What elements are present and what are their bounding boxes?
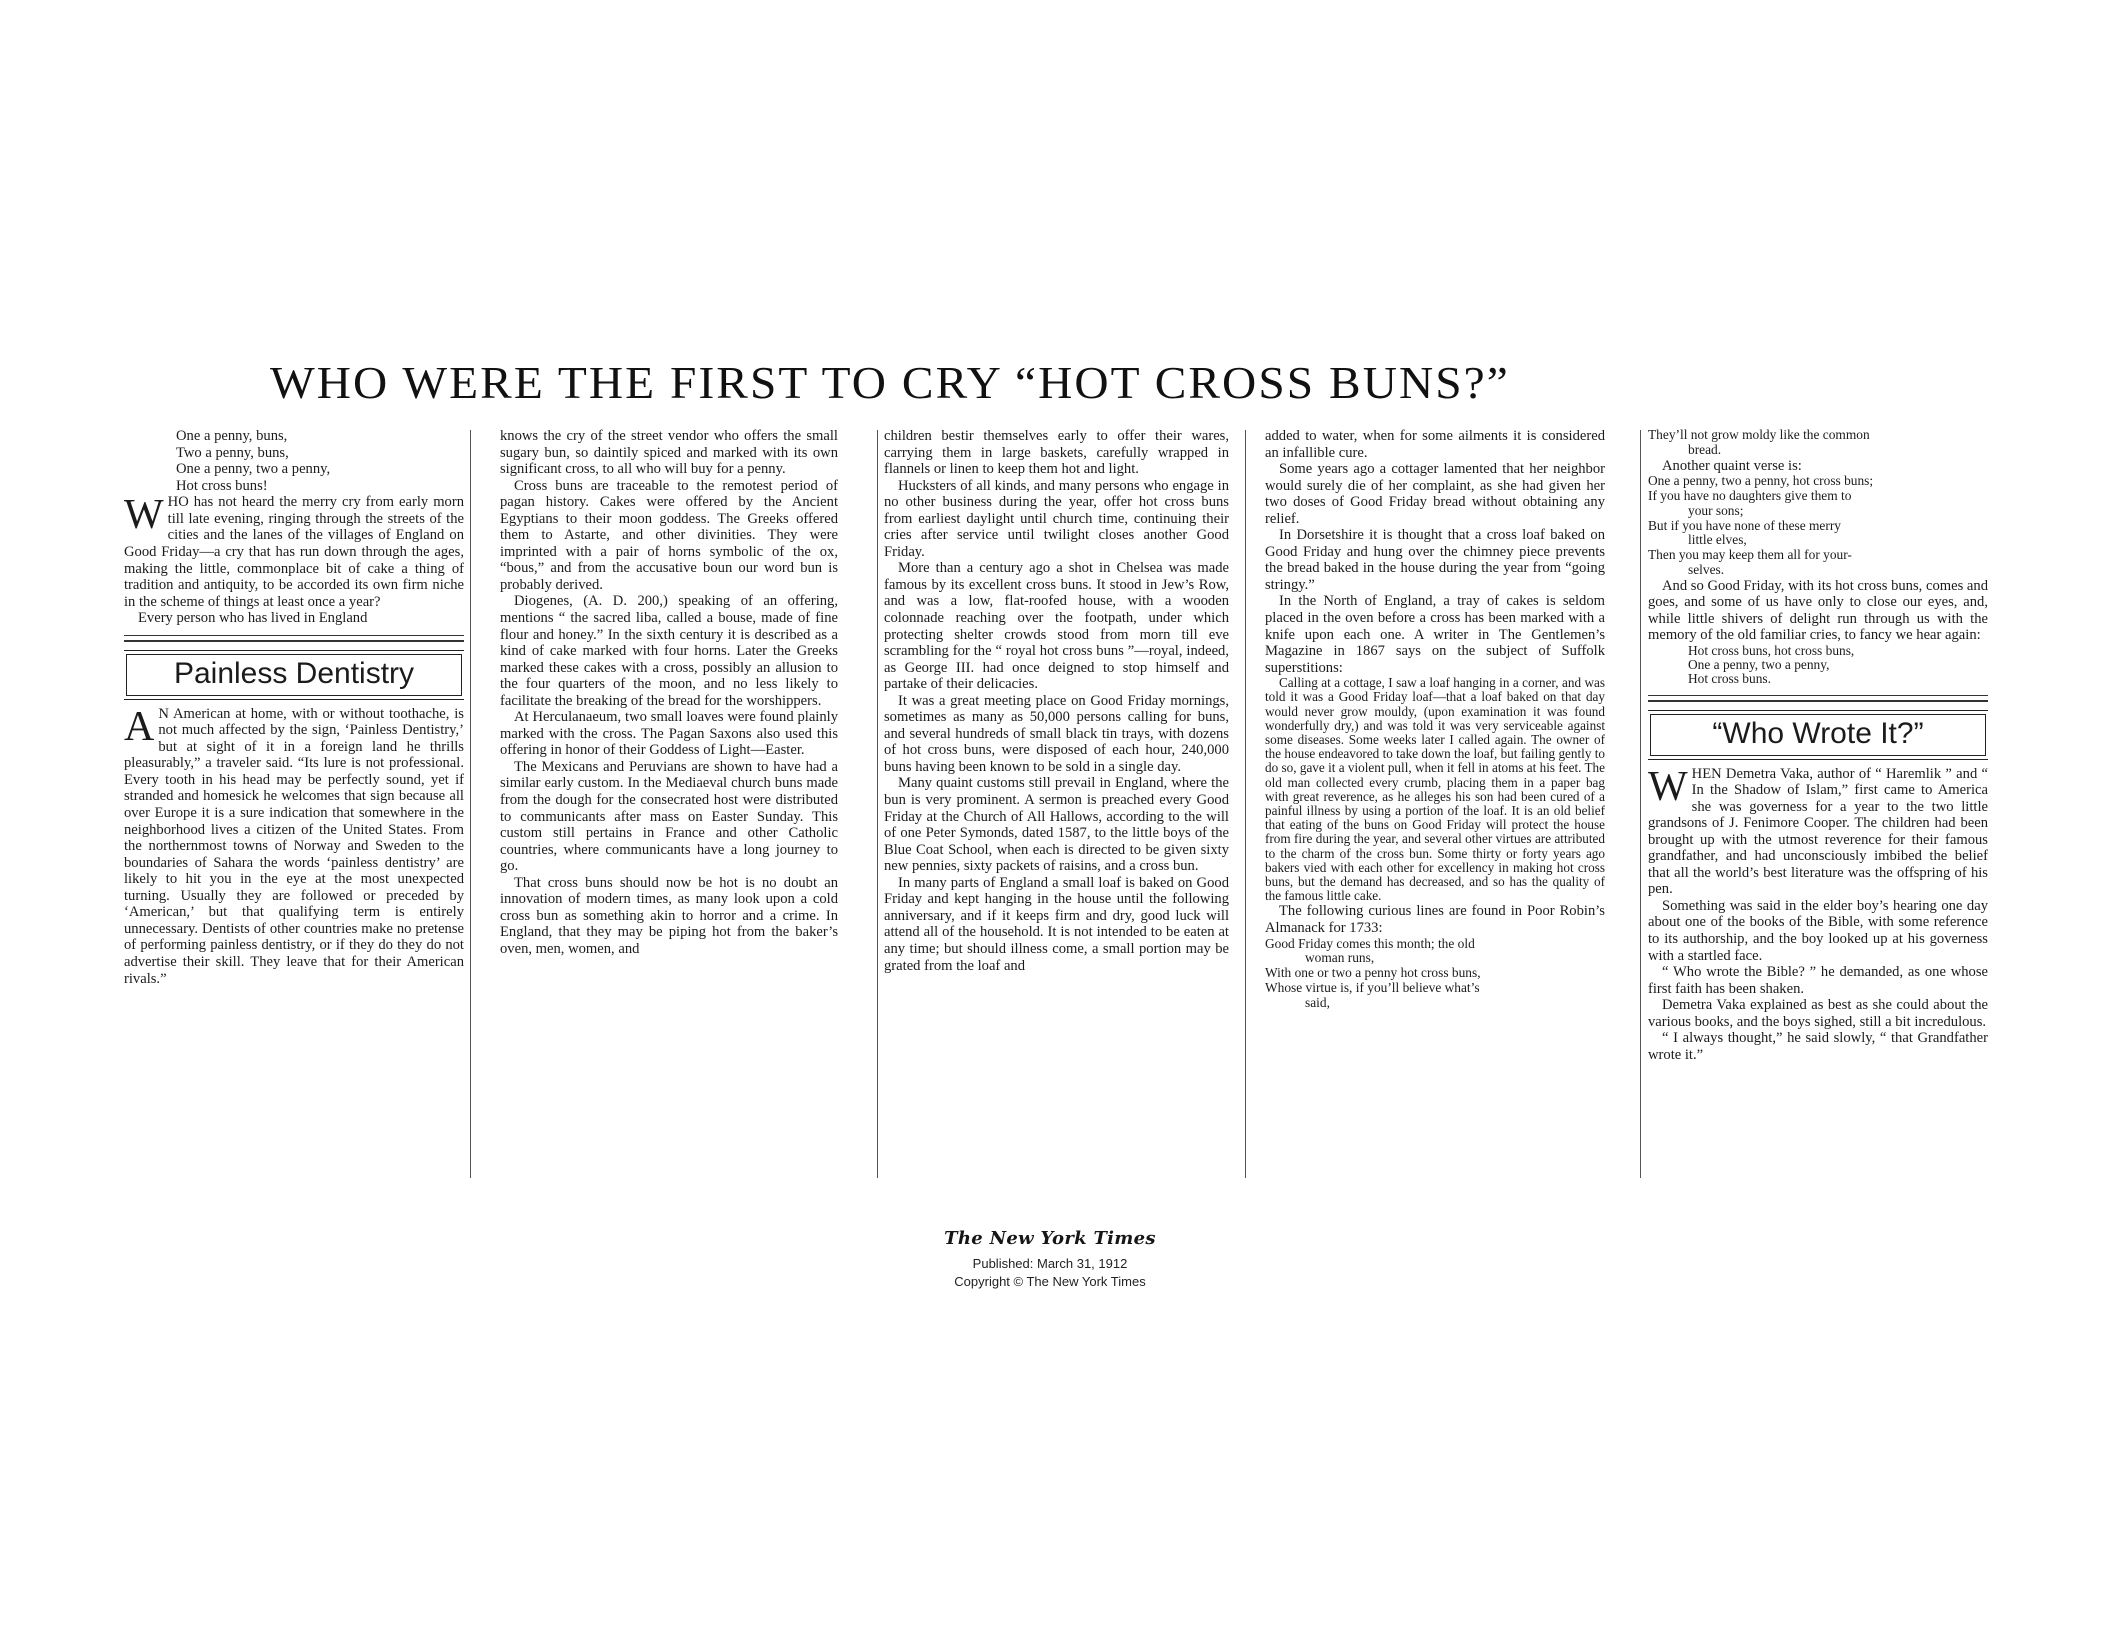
paragraph: In many parts of England a small loaf is baked on Good Friday and kept hanging in the house until the following anniversary, and if it keeps firm and dry, good luck will attend all of the household. It is not intended to be eaten at any time; but should illness come, a small portion may be grated from the loaf and [884,874,1229,974]
verse-line: Good Friday comes this month; the old [1265,935,1475,951]
paragraph: Hucksters of all kinds, and many persons who engage in no other business during the year, offer hot cross buns from earliest daylight until church time, continuing their cries after service until twilight closes another Good Friday. [884,477,1229,560]
verse-line: Hot cross buns! [176,477,268,494]
verse-line: Hot cross buns, hot cross buns, [1688,642,1855,658]
article-column-3 [884,428,1229,1180]
paragraph: Cross buns are traceable to the remotest period of pagan history. Cakes were offered by the Ancient Egyptians to their moon goddess. The Greeks offered them to Astarte, and other divinities. They were imprinted with a pair of horns symbolic of the ox, “bous,” and from the accusative boun our word bun is probably derived. [500,477,838,593]
divider [1648,695,1988,696]
column-rule [470,430,471,1178]
almanack-verse [1265,937,1605,1011]
verse-line: One a penny, two a penny, hot cross buns; [1648,473,1874,489]
copyright-notice: Copyright © The New York Times [954,1274,1146,1289]
column-rule [877,430,878,1178]
paragraph: HEN Demetra Vaka, author of “ Haremlik ” and “ In the Shadow of Islam,” first came to America she was governess for a year to the two little grandsons of J. Fenimore Cooper. The children had been brought up with the utmost reverence for their famous grandfather, and had unconsciously imbibed the belief that all the world’s best literature was the offspring of his pen. [1648,765,1988,898]
paragraph: In the North of England, a tray of cakes is seldom placed in the oven before a cross has been marked with a knife upon each one. A writer in The Gentlemen’s Magazine in 1867 says on the subject of Suffolk superstitions: [1265,593,1605,676]
verse-line: One a penny, two a penny, [176,461,331,478]
verse-line: Hot cross buns. [1688,671,1771,687]
paragraph: The following curious lines are found in Poor Robin’s Almanack for 1733: [1265,903,1605,936]
drop-cap: W [1648,763,1688,810]
paragraph: N American at home, with or without toothache, is not much affected by the sign, ‘Painless Dentistry,’ but at sight of it in a foreign land he thrills pleasurably,” a traveler said. “Its lure is not professional. Every tooth in his head may be perfectly sound, yet if stranded and homesick he welcomes that sign because all over Europe it is a sure indication that somewhere in the neighborhood lives a citizen of the United States. From the northernmost towns of Norway and Sweden to the boundaries of Sahara the words ‘painless dentistry’ are likely to hit you in the eye at the most unexpected turning. Usually they are followed or preceded by ‘American,’ but that qualifying term is entirely unnecessary. Dentists of other countries make no pretense of performing painless dentistry, or if they do they do not advertise their skill. They leave that for their American rivals.” [124,705,464,987]
verse-line: your sons; [1688,502,1744,518]
verse-line: One a penny, buns, [176,428,288,444]
article-column-4 [1265,428,1605,1180]
verse-continued [1648,428,1988,458]
drop-cap: W [124,492,164,539]
paragraph: added to water, when for some ailments it is considered an infallible cure. [1265,428,1605,461]
article-column-1 [124,428,464,1180]
verse-line: said, [1305,994,1330,1010]
paragraph: It was a great meeting place on Good Friday mornings, sometimes as many as 50,000 persons calling for buns, and several hundreds of small black tin trays, with dozens of hot cross buns, were disposed of each hour, 240,000 buns having been known to be sold in a single day. [884,692,1229,775]
who-wrote-it-title: “Who Wrote It?” [1650,714,1986,756]
paragraph: Something was said in the elder boy’s hearing one day about one of the books of the Bible, with some reference to its authorship, and the boy looked up at his governess with a startled face. [1648,897,1988,964]
column-rule [1245,430,1246,1178]
paragraph: “ I always thought,” he said slowly, “ that Grandfather wrote it.” [1648,1030,1988,1063]
paragraph: And so Good Friday, with its hot cross buns, comes and goes, and some of us have only to close our eyes, and, while little shivers of delight run through us with the memory of the old familiar cries, to fancy we hear again: [1648,577,1988,644]
paragraph: Some years ago a cottager lamented that her neighbor would surely die of her complaint, as she had given her two doses of Good Friday bread without obtaining any relief. [1265,461,1605,527]
drop-cap: A [124,703,155,750]
paragraph: children bestir themselves early to offer their wares, carrying them in large baskets, carefully wrapped in flannels or linen to keep them hot and light. [884,428,1229,478]
paragraph: HO has not heard the merry cry from early morn till late evening, ringing through the streets of the cities and the lanes of the villages of England on Good Friday—a cry that has run down through the ages, making the little, commonplace bit of cake a thing of tradition and antiquity, to be accorded its own firm niche in the scheme of things at least once a year? [124,494,464,610]
opening-verse [124,428,464,494]
verse-line: woman runs, [1305,950,1375,966]
verse-line: But if you have none of these merry [1648,517,1841,533]
headline: WHO WERE THE FIRST TO CRY “HOT CROSS BUNS?” [270,357,1510,408]
paragraph: In Dorsetshire it is thought that a cross loaf baked on Good Friday and hung over the chimney piece prevents the bread baked in the house during the year from “going stringy.” [1265,527,1605,593]
paragraph: Many quaint customs still prevail in England, where the bun is very prominent. A sermon is preached every Good Friday at the Church of All Hallows, according to the will of one Peter Symonds, dated 1587, to the little boys of the Blue Coat School, when each is directed to be given sixty new pennies, sixty packets of raisins, and a cross bun. [884,775,1229,875]
paragraph: The Mexicans and Peruvians are shown to have had a similar early custom. In the Mediaeval church buns made from the dough for the consecrated host were distributed to communicants after mass on Easter Sunday. This custom still pertains in France and other Catholic countries, where communicants have a long journey to go. [500,758,838,875]
painless-dentistry-title: Painless Dentistry [126,654,462,696]
paragraph: Demetra Vaka explained as best as she could about the various books, and the boys sighed, still a bit incredulous. [1648,997,1988,1030]
paragraph: More than a century ago a shot in Chelsea was made famous by its excellent cross buns. It stood in Jew’s Row, and was a low, flat-roofed house, with a wooden colonnade reaching over the footpath, under which protecting shelter crowds stood from morn till eve scrambling for the “ royal hot cross buns ”—royal, indeed, as George III. had once deigned to stop himself and partake of their delicacies. [884,560,1229,693]
paragraph: Every person who has lived in England [138,610,368,627]
quaint-verse [1648,474,1988,578]
verse-line: Then you may keep them all for your- [1648,547,1852,563]
paragraph: That cross buns should now be hot is no doubt an innovation of modern times, as many look upon a cold cross bun as something akin to horror and a crime. In England, that they may be piping hot from the baker’s oven, men, women, and [500,874,838,957]
paragraph: knows the cry of the street vendor who offers the small sugary bun, so daintily spiced and marked with its own significant cross, to all who will buy for a penny. [500,428,838,478]
paragraph: Diogenes, (A. D. 200,) speaking of an offering, mentions “ the sacred liba, called a bouse, made of fine flour and honey.” In the sixth century it is described as a kind of cake marked with four horns. Later the Greeks marked these cakes with a cross, possibly an allusion to the four quarters of the moon, and no less likely to facilitate the breaking of the bread for the worshippers. [500,593,838,709]
verse-line: With one or two a penny hot cross buns, [1265,965,1481,981]
verse-line: selves. [1688,561,1725,577]
paragraph: Another quaint verse is: [1662,457,1802,474]
paragraph: “ Who wrote the Bible? ” he demanded, as one whose first faith has been shaken. [1648,964,1988,997]
verse-line: Whose virtue is, if you’ll believe what’s [1265,979,1480,995]
divider [124,635,464,636]
verse-line: Two a penny, buns, [176,444,289,461]
published-date: Published: March 31, 1912 [972,1256,1128,1271]
verse-line: bread. [1688,441,1722,457]
verse-line: little elves, [1688,532,1747,548]
divider [124,640,464,642]
nyt-masthead-logo: The New York Times [944,1228,1156,1249]
divider [1648,700,1988,702]
paragraph: At Herculanaeum, two small loaves were found plainly marked with the cross. The Pagan Saxons also used this offering in honor of their Goddess of Light—Easter. [500,709,838,759]
closing-verse [1648,644,1988,687]
verse-line: One a penny, two a penny, [1688,657,1830,673]
article-column-5 [1648,428,1988,1180]
column-rule [1640,430,1641,1178]
verse-line: If you have no daughters give them to [1648,487,1852,503]
article-column-2 [500,428,838,1180]
quoted-passage: Calling at a cottage, I saw a loaf hanging in a corner, and was told it was a Good Friday loaf—that a loaf baked on that day would never grow mouldy, (upon examination it was found wonderfully dry,) and was told it was very serviceable against some diseases. Some weeks later I called again. The owner of the house endeavored to take down the loaf, but failing gently to do so, gave it a violent pull, when it fell in atoms at his feet. The old man collected every crumb, placing them in a paper bag with great reverence, as he alleges his son had been cured of a painful illness by using a portion of the loaf. It is an old belief that eating of the buns on Good Friday will protect the house from fire during the year, and several other virtues are attributed to the charm of the cross bun. Some thirty or forty years ago bakers vied with each other for excellency in making hot cross buns, but the demand has decreased, and so has the quality of the famous little cake. [1265,675,1605,904]
verse-line: They’ll not grow moldy like the common [1648,428,1870,442]
